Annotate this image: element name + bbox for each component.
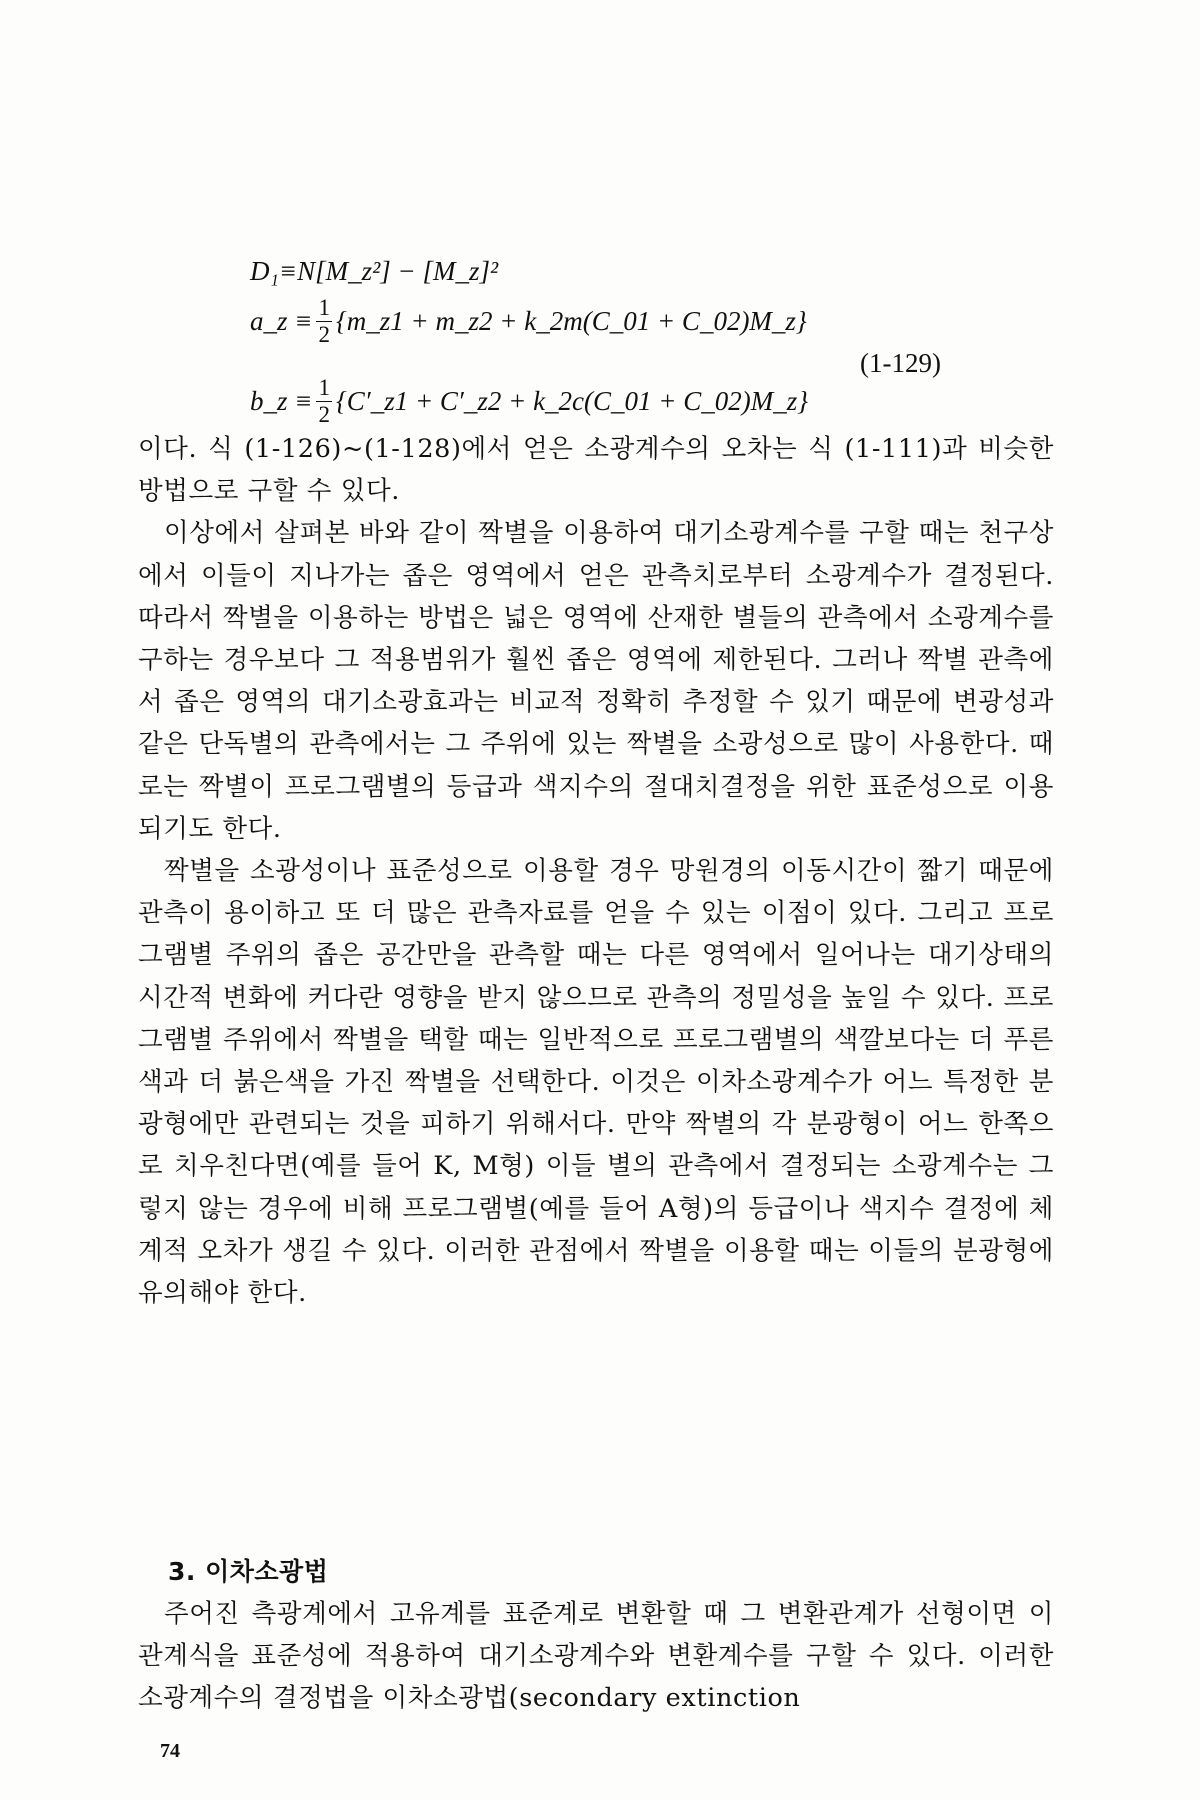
equation-bz: [250, 376, 808, 427]
paragraph-1: 이다. 식 (1-126)~(1-128)에서 얻은 소광계수의 오차는 식 (1-111)과 비슷한 방법으로 구할 수 있다.: [138, 434, 1054, 507]
body-text: [138, 428, 1054, 1314]
page-number: 74: [160, 1740, 180, 1762]
equation-number: (1-129): [860, 348, 941, 378]
fraction-half: [316, 296, 332, 347]
fraction-numerator: 1: [316, 376, 332, 402]
paragraph-2: 이상에서 살펴본 바와 같이 짝별을 이용하여 대기소광계수를 구할 때는 천구상에서 이들이 지나가는 좁은 영역에서 얻은 관측치로부터 소광계수가 결정된다. 따라서 짝별을 이용하는 방법은 넓은 영역에 산재한 별들의 관측에서 소광계수를 구하는 경우보다 그 적용범위가 훨씬 좁은 영역에 제한된다. 그러나 짝별 관측에서 좁은 영역의 대기소광효과는 비교적 정확히 추정할 수 있기 때문에 변광성과 같은 단독별의 관측에서는 그 주위에 있는 짝별을 소광성으로 많이 사용한다. 때로는 짝별이 프로그램별의 등급과 색지수의 절대치결정을 위한 표준성으로 이용되기도 한다.: [138, 518, 1054, 844]
equation-d1-text: D₁≡N[M_z²] − [M_z]²: [250, 256, 499, 286]
paragraph-3: 짝별을 소광성이나 표준성으로 이용할 경우 망원경의 이동시간이 짧기 때문에 관측이 용이하고 또 더 많은 관측자료를 얻을 수 있는 이점이 있다. 그리고 프로그램별 주위의 좁은 공간만을 관측할 때는 다른 영역에서 일어나는 대기상태의 시간적 변화에 커다란 영향을 받지 않으므로 관측의 정밀성을 높일 수 있다. 프로그램별 주위에서 짝별을 택할 때는 일반적으로 프로그램별의 색깔보다는 더 푸른색과 더 붉은색을 가진 짝별을 선택한다. 이것은 이차소광계수가 어느 특정한 분광형에만 관련되는 것을 피하기 위해서다. 만약 짝별의 각 분광형이 어느 한쪽으로 치우친다면(예를 들어 K, M형) 이들 별의 관측에서 결정되는 소광계수는 그렇지 않는 경우에 비해 프로그램별(예를 들어 A형)의 등급이나 색지수 결정에 체계적 오차가 생길 수 있다. 이러한 관점에서 짝별을 이용할 때는 이들의 분광형에 유의해야 한다.: [138, 856, 1054, 1309]
fraction-half: [316, 376, 332, 427]
equation-bz-lhs: b_z ≡: [250, 386, 313, 417]
equation-d1: [250, 258, 498, 285]
equation-az: [250, 296, 807, 347]
fraction-denominator: 2: [318, 322, 330, 348]
equation-az-rhs: {m_z1 + m_z2 + k_2m(C_01 + C_02)M_z}: [335, 306, 807, 337]
section-heading: 3. 이차소광법: [168, 1557, 329, 1586]
section-paragraph: 주어진 측광계에서 고유계를 표준계로 변환할 때 그 변환관계가 선형이면 이 관계식을 표준성에 적용하여 대기소광계수와 변환계수를 구할 수 있다. 이러한 소광계수의 결정법을 이차소광법(secondary extinction: [138, 1599, 1054, 1714]
fraction-denominator: 2: [318, 402, 330, 428]
equation-bz-rhs: {C′_z1 + C′_z2 + k_2c(C_01 + C_02)M_z}: [335, 386, 809, 417]
fraction-numerator: 1: [316, 296, 332, 322]
equation-az-lhs: a_z ≡: [250, 306, 313, 337]
